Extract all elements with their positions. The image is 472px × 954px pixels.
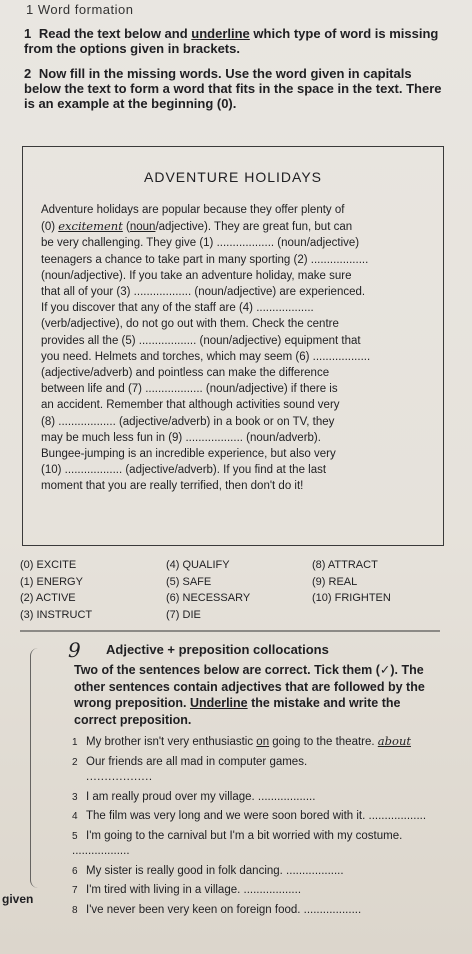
word-item: (4) QUALIFY	[166, 559, 230, 571]
list-item	[72, 755, 442, 786]
passage-text: (	[122, 221, 130, 234]
item-text: The film was very long and we were soon bored with it. ..................	[86, 810, 427, 822]
passage-line: may be much less fun in (9) .................. (noun/adverb).	[41, 431, 321, 444]
item-number: 8	[72, 904, 78, 916]
item-text: I'm going to the carnival but I'm a bit worried with my costume. ..................	[72, 829, 403, 857]
example-answer: excitement	[58, 219, 123, 234]
passage-line: between life and (7) .................. (noun/adjective) if there is	[41, 383, 338, 396]
underlined-word: underline	[191, 26, 250, 41]
passage-line: (verb/adjective), do not go out with them. Check the centre	[41, 318, 339, 331]
passage-line	[41, 218, 431, 235]
instructions	[24, 26, 444, 121]
passage-line: (noun/adjective). If you take an adventure holiday, make sure	[41, 269, 352, 282]
reading-box	[22, 146, 444, 546]
list-item	[72, 809, 442, 825]
instruction-text: Read the text below and	[38, 26, 192, 41]
item-text: I'm tired with living in a village. ..................	[86, 884, 302, 896]
passage-line: moment that you are really terrified, then don't do it!	[41, 480, 304, 493]
word-item: (6) NECESSARY	[166, 592, 251, 604]
passage-line: Adventure holidays are popular because they offer plenty of	[41, 204, 345, 216]
passage-line: teenagers a chance to take part in many sporting (2) ..................	[41, 253, 369, 266]
underlined-word: Underline	[189, 696, 248, 710]
instruction-text: which type of word is missing from the options given in brackets.	[24, 26, 439, 56]
word-item: (2) ACTIVE	[20, 592, 76, 604]
item-text: I've never been very keen on foreign food. ..................	[86, 903, 362, 916]
underlined-mistake: on	[256, 736, 270, 748]
item-number: 1	[72, 737, 78, 748]
passage-line: (adjective/adverb) and pointless can make the difference	[41, 367, 330, 380]
list-item	[72, 864, 442, 880]
list-item	[72, 903, 442, 919]
handwritten-answer: about	[377, 734, 411, 748]
pen-line-divider	[20, 630, 440, 632]
section-title: Adjective + preposition collocations	[106, 642, 329, 657]
answer-blank: ..................	[86, 771, 153, 783]
underlined-word: noun	[129, 221, 156, 234]
margin-note: given	[2, 892, 34, 906]
word-item: (7) DIE	[166, 608, 201, 621]
item-text: I am really proud over my village. ..................	[86, 790, 316, 803]
list-item	[72, 829, 442, 860]
passage-line: If you discover that any of the staff are (4) ..................	[41, 302, 314, 315]
section-instructions	[74, 662, 434, 728]
instruction-text: Now fill in the missing words. Use the word given in capitals below the text to form a word that fits in the space in the text. There is an example at the beginning (0).	[24, 66, 442, 111]
item-number: 2	[72, 756, 78, 768]
item-text: My brother isn't very enthusiastic	[86, 736, 257, 748]
box-title: ADVENTURE HOLIDAYS	[144, 169, 322, 185]
word-list	[20, 557, 440, 623]
instruction-number: 1	[24, 26, 32, 41]
passage-line: (10) .................. (adjective/adverb). If you find at the last	[41, 464, 327, 477]
list-item	[72, 790, 442, 806]
item-number: 7	[72, 885, 78, 896]
passage-line: be very challenging. They give (1) .................. (noun/adjective)	[41, 237, 360, 250]
passage-line: (8) .................. (adjective/adverb) in a book or on TV, they	[41, 415, 335, 428]
instruction-text: Two of the sentences below are correct. Tick them (✓). The other sentences contain adjectives that are followed by the wrong preposition.	[74, 663, 425, 710]
word-item: (9) REAL	[312, 575, 358, 588]
passage-line: provides all the (5) .................. (noun/adjective) equipment that	[41, 334, 361, 347]
passage-text: /adjective). They are great fun, but can	[155, 221, 353, 234]
list-item	[72, 734, 442, 751]
item-number: 6	[72, 865, 78, 877]
item-text: Our friends are all mad in computer games.	[86, 755, 308, 768]
item-number: 3	[72, 791, 78, 803]
item-text: going to the theatre.	[269, 736, 378, 748]
passage	[41, 202, 431, 495]
passage-line: you need. Helmets and torches, which may seem (6) ..................	[41, 350, 371, 363]
instruction-number: 2	[24, 66, 32, 81]
instruction-1	[24, 26, 444, 56]
word-item: (1) ENERGY	[20, 575, 83, 588]
item-number: 5	[72, 830, 78, 842]
pen-bracket-mark	[30, 648, 45, 888]
instruction-text: the mistake and write the correct preposition.	[74, 696, 401, 727]
word-item: (5) SAFE	[166, 575, 212, 588]
word-item: (0) EXCITE	[20, 559, 77, 571]
sentence-list	[72, 734, 442, 922]
section-header: 1 Word formation	[26, 2, 134, 17]
word-item: (8) ATTRACT	[312, 559, 378, 571]
passage-text: (0)	[41, 221, 59, 234]
passage-line: an accident. Remember that although activities sound very	[41, 399, 340, 412]
section-number: 9	[68, 638, 81, 662]
item-number: 4	[72, 811, 78, 822]
passage-line: that all of your (3) .................. (noun/adjective) are experienced.	[41, 286, 366, 299]
word-item: (10) FRIGHTEN	[312, 592, 391, 604]
item-text: My sister is really good in folk dancing. ..................	[86, 864, 344, 877]
instruction-2	[24, 66, 444, 111]
list-item	[72, 883, 442, 899]
word-item: (3) INSTRUCT	[20, 608, 93, 621]
passage-line: Bungee-jumping is an incredible experience, but also very	[41, 448, 336, 461]
